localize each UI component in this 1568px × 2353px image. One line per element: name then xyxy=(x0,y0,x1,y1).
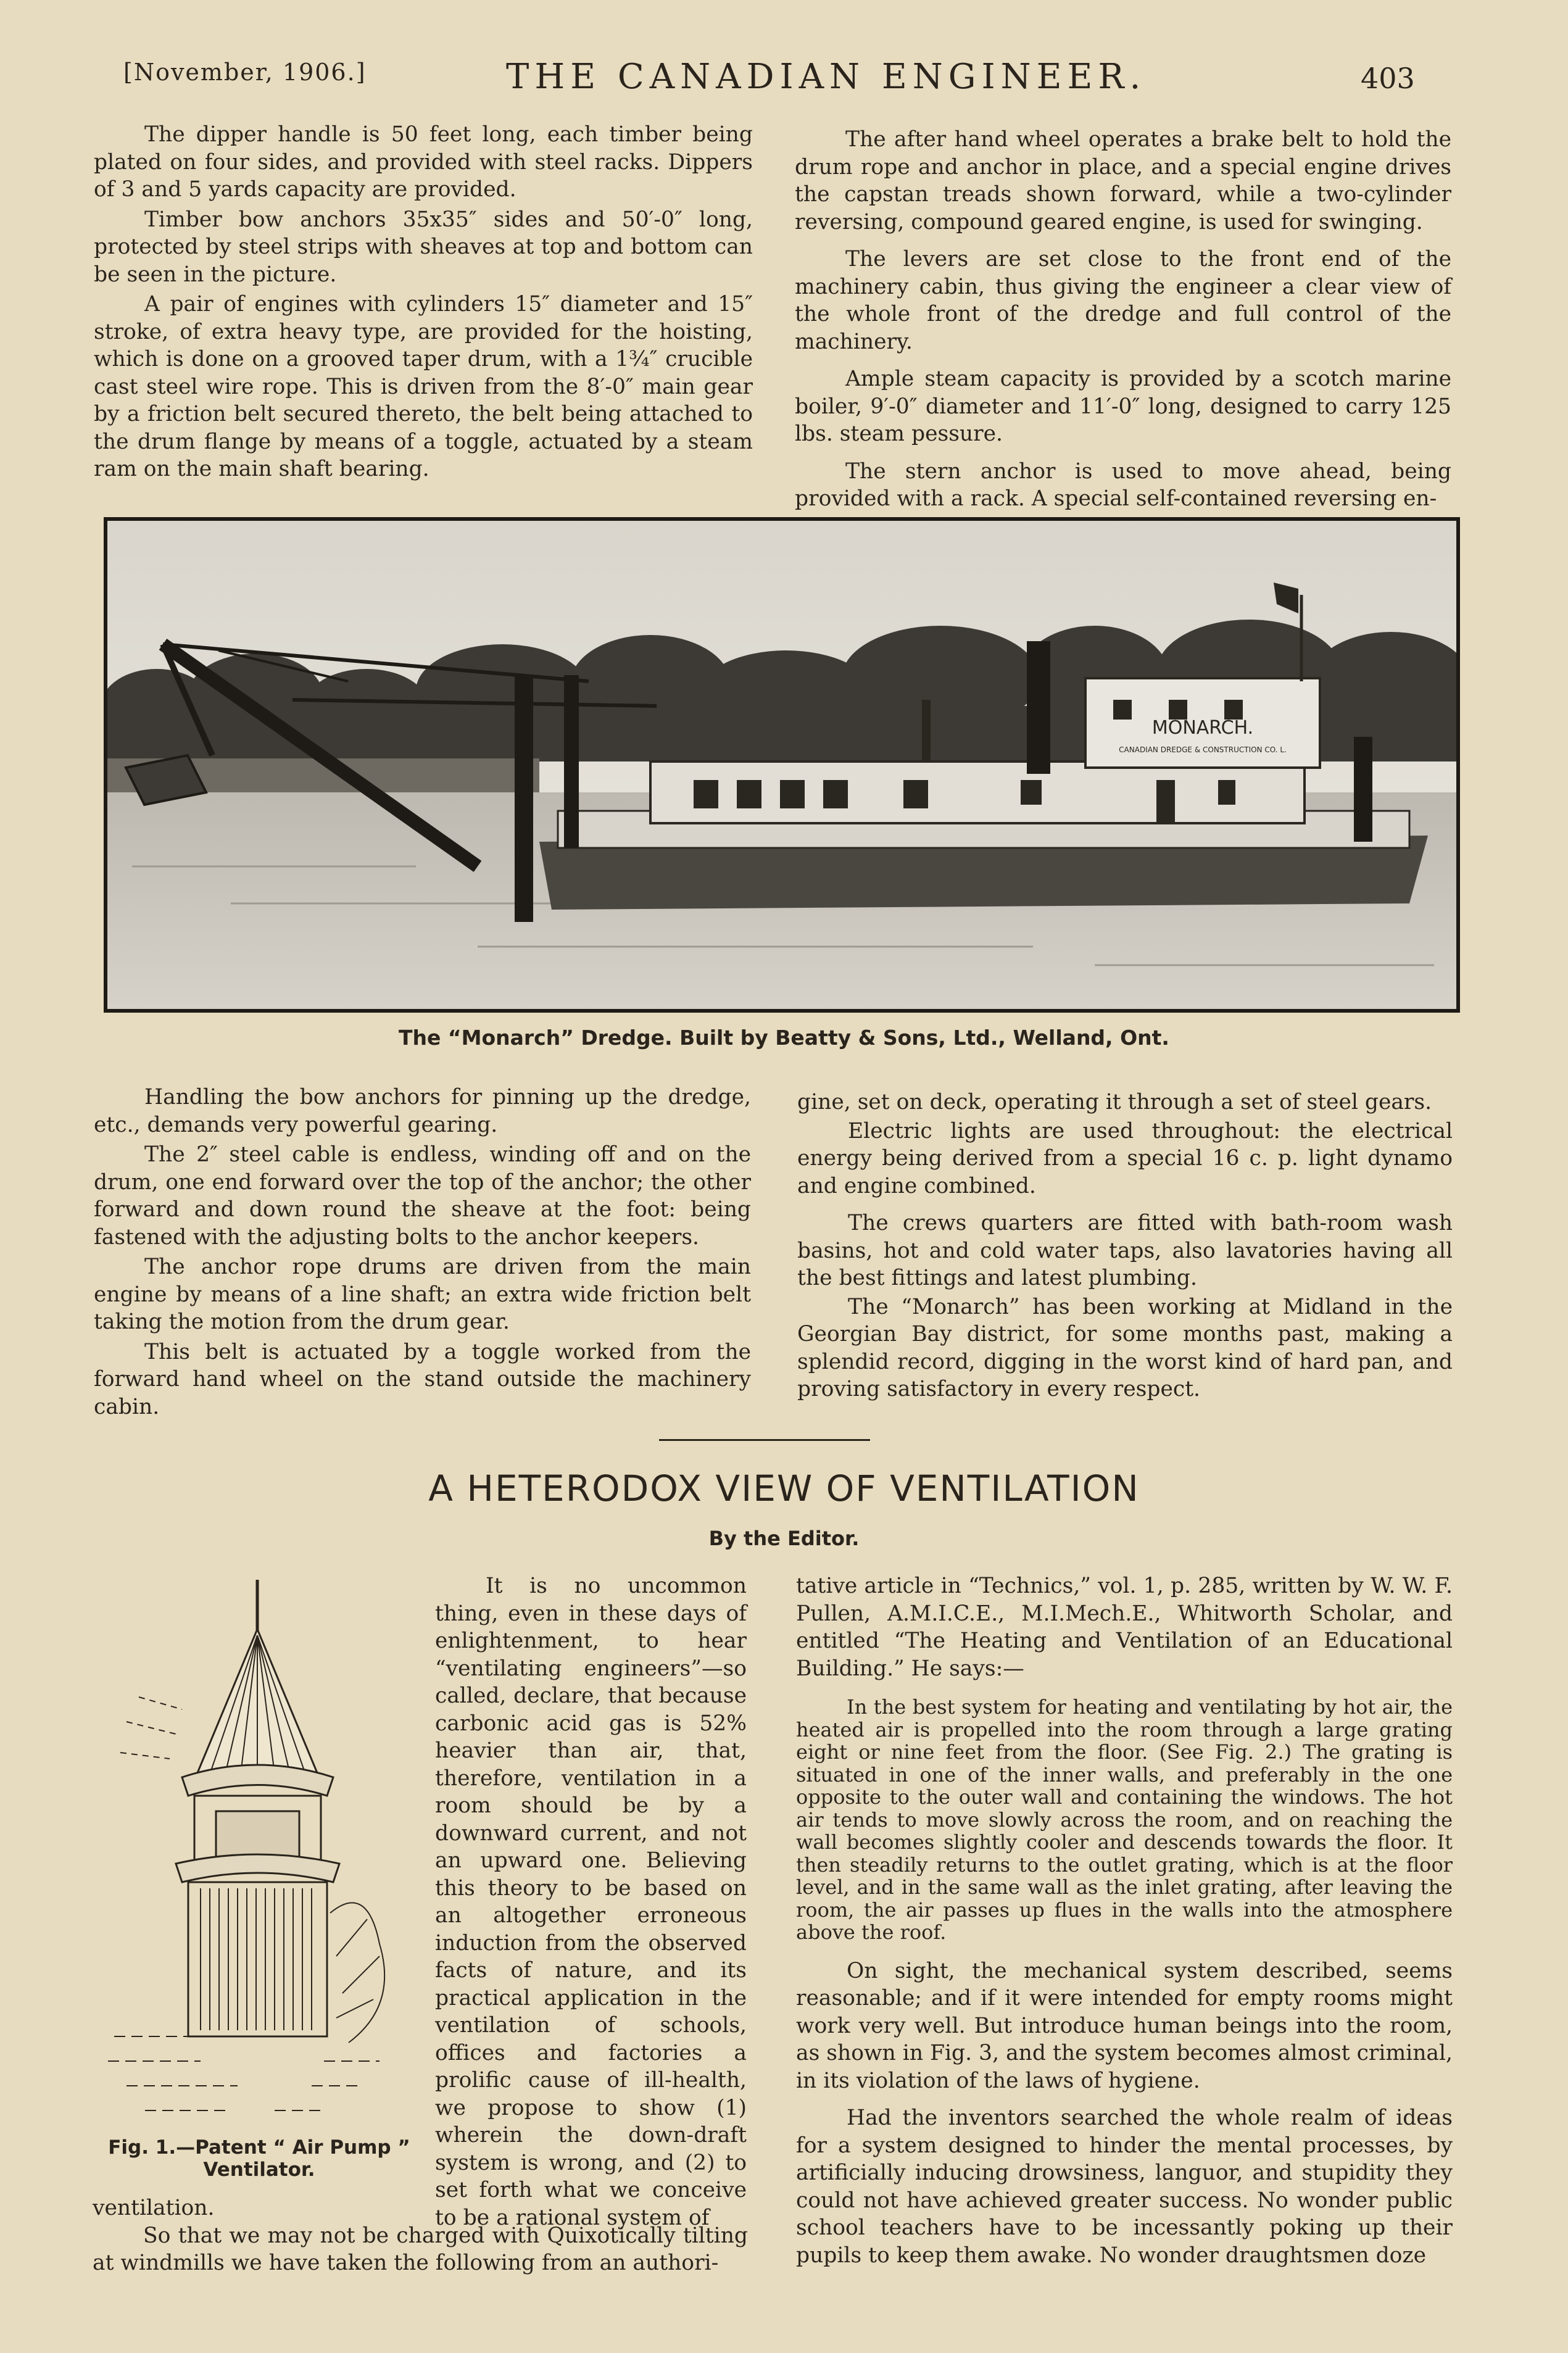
column-top-left xyxy=(94,121,753,483)
paragraph: The after hand wheel operates a brake belt to hold the drum rope and anchor in place, and a special engine drives the capstan treads shown forward, while a two-cylinder reversing, compound geared engine, is used for swinging. xyxy=(795,127,1451,234)
paragraph: The dipper handle is 50 feet long, each timber being plated on four sides, and provided with steel racks. Dippers of 3 and 5 yards capacity are provided. xyxy=(94,122,753,202)
paragraph: So that we may not be charged with Quixotically tilting at windmills we have taken the following from an authori- xyxy=(93,2223,748,2275)
paragraph: On sight, the mechanical system described, seems reasonable; and if it were intended for empty rooms might work very well. But introduce human beings into the room, as shown in Fig. 3, and the system becomes almost criminal, in its violation of the laws of hygiene. xyxy=(796,1958,1453,2093)
paragraph: gine, set on deck, operating it through a set of steel gears. xyxy=(797,1090,1432,1114)
article-intro-column xyxy=(435,1572,747,2231)
dredge-hull xyxy=(539,811,1428,910)
paragraph: A pair of engines with cylinders 15″ diameter and 15″ stroke, of extra heavy type, are provided for the hoisting, which is done on a grooved taper drum, with a 1¾″ crucible cast steel wire rope. This is driven from the 8′-0″ main gear by a friction belt secured thereto, the belt being attached to the drum flange by means of a toggle, actuated by a steam ram on the main shaft bearing. xyxy=(94,292,753,481)
paragraph: Electric lights are used throughout: the electrical energy being derived from a special 16 c. p. light dynamo and engine combined. xyxy=(797,1118,1453,1198)
cabin-name: MONARCH. xyxy=(1151,717,1254,739)
ventilator-figure xyxy=(89,1574,420,2141)
article-left-bottom xyxy=(93,2194,748,2277)
paragraph: The 2″ steel cable is endless, winding off and on the drum, one end forward over the top of the anchor; the other forward and down round the sheave at the foot: being fastened with the adjusting bolts to the anchor keepers. xyxy=(94,1142,751,1250)
article-byline: By the Editor. xyxy=(708,1527,860,1550)
paragraph: Handling the bow anchors for pinning up the dredge, etc., demands very powerful gearing. xyxy=(94,1085,751,1137)
section-divider xyxy=(659,1439,870,1441)
figure-caption-line: Fig. 1.—Patent “ Air Pump ” xyxy=(108,2136,410,2159)
paragraph: The “Monarch” has been working at Midland in the Georgian Bay district, for some months past, making a splendid record, digging in the worst kind of hard pan, and proving satisfactory in every respect. xyxy=(797,1294,1453,1401)
article-right-column xyxy=(796,1572,1453,2269)
paragraph: Ample steam capacity is provided by a scotch marine boiler, 9′-0″ diameter and 11′-0″ long, designed to carry 125 lbs. steam pessure. xyxy=(795,367,1451,446)
quoted-passage xyxy=(796,1696,1453,1944)
paragraph: The anchor rope drums are driven from the main engine by means of a line shaft; an extra wide friction belt taking the motion from the drum gear. xyxy=(94,1255,751,1334)
paragraph: The crews quarters are fitted with bath-room wash basins, hot and cold water taps, also lavatories having all the best fittings and latest plumbing. xyxy=(797,1211,1453,1290)
paragraph: Had the inventors searched the whole realm of ideas for a system designed to hinder the mental processes, by artificially inducing drowsiness, languor, and stupidity they could not have achieved greater success. No wonder public school teachers have to be incessantly poking up their pupils to keep them awake. No wonder draughtsmen doze xyxy=(796,2106,1453,2268)
photo-caption: The “Monarch” Dredge. Built by Beatty & Sons, Ltd., Welland, Ont. xyxy=(399,1026,1169,1050)
paragraph: The levers are set close to the front end of the machinery cabin, thus giving the engineer a clear view of the whole front of the dredge and full control of the machinery. xyxy=(795,247,1451,354)
dredge-photograph xyxy=(104,517,1460,1013)
page-number: 403 xyxy=(1361,62,1415,95)
dredge-illustration xyxy=(107,521,1456,1009)
paragraph: Timber bow anchors 35x35″ sides and 50′-0″ long, protected by steel strips with sheaves at top and bottom can be seen in the picture. xyxy=(94,207,753,287)
cabin-company: CANADIAN DREDGE & CONSTRUCTION CO. L. xyxy=(1119,745,1287,754)
paragraph: It is no uncommon thing, even in these days of enlightenment, to hear “ventilating engineers”—so called, declare, that because carbonic acid gas is 52% heavier than air, that, therefore, ventilation in a room should be by a downward current, and not an upward one. Believing this theory to be based on an altogether erroneous induction from the observed facts of nature, and its practical application in the ventilation of schools, offices and factories a prolific cause of ill-health, we propose to show (1) wherein the down-draft system is wrong, and (2) to set forth what we conceive to be a rational system of xyxy=(435,1574,747,2230)
issue-date: [November, 1906.] xyxy=(123,59,367,86)
figure-caption-line: Ventilator. xyxy=(203,2159,315,2181)
paragraph: ventilation. xyxy=(93,2196,215,2220)
column-top-right xyxy=(795,126,1451,513)
article-title: A HETERODOX VIEW OF VENTILATION xyxy=(428,1467,1140,1509)
steam-pipe xyxy=(922,700,931,762)
smokestack xyxy=(1027,641,1050,774)
paragraph: In the best system for heating and ventilating by hot air, the heated air is propelled into the room through a large grating eight or nine feet from the floor. (See Fig. 2.) The grating is situated in one of the inner walls, and preferably in the one opposite to the outer wall and containing the windows. The hot air tends to move slowly across the room, and on reaching the wall becomes slightly cooler and descends towards the floor. It then steadily returns to the outlet grating, which is at the floor level, and in the same wall as the inlet grating, after leaving the room, the air passes up flues in the walls into the atmosphere above the roof. xyxy=(796,1695,1453,1944)
paragraph: tative article in “Technics,” vol. 1, p. 285, written by W. W. F. Pullen, A.M.I.C.E., M.I.Mech.E., Whitworth Scholar, and entitled “The Heating and Ventilation of an Educational Building.” He says:— xyxy=(796,1574,1453,1681)
column-mid-right xyxy=(797,1089,1453,1403)
figure-caption xyxy=(93,2136,426,2181)
paragraph: The stern anchor is used to move ahead, being provided with a rack. A special self-contained reversing en- xyxy=(795,459,1451,511)
paragraph: This belt is actuated by a toggle worked from the forward hand wheel on the stand outside the machinery cabin. xyxy=(94,1339,751,1419)
column-mid-left xyxy=(94,1084,751,1421)
ventilator-icon xyxy=(89,1574,420,2141)
journal-title: THE CANADIAN ENGINEER. xyxy=(506,57,1147,97)
